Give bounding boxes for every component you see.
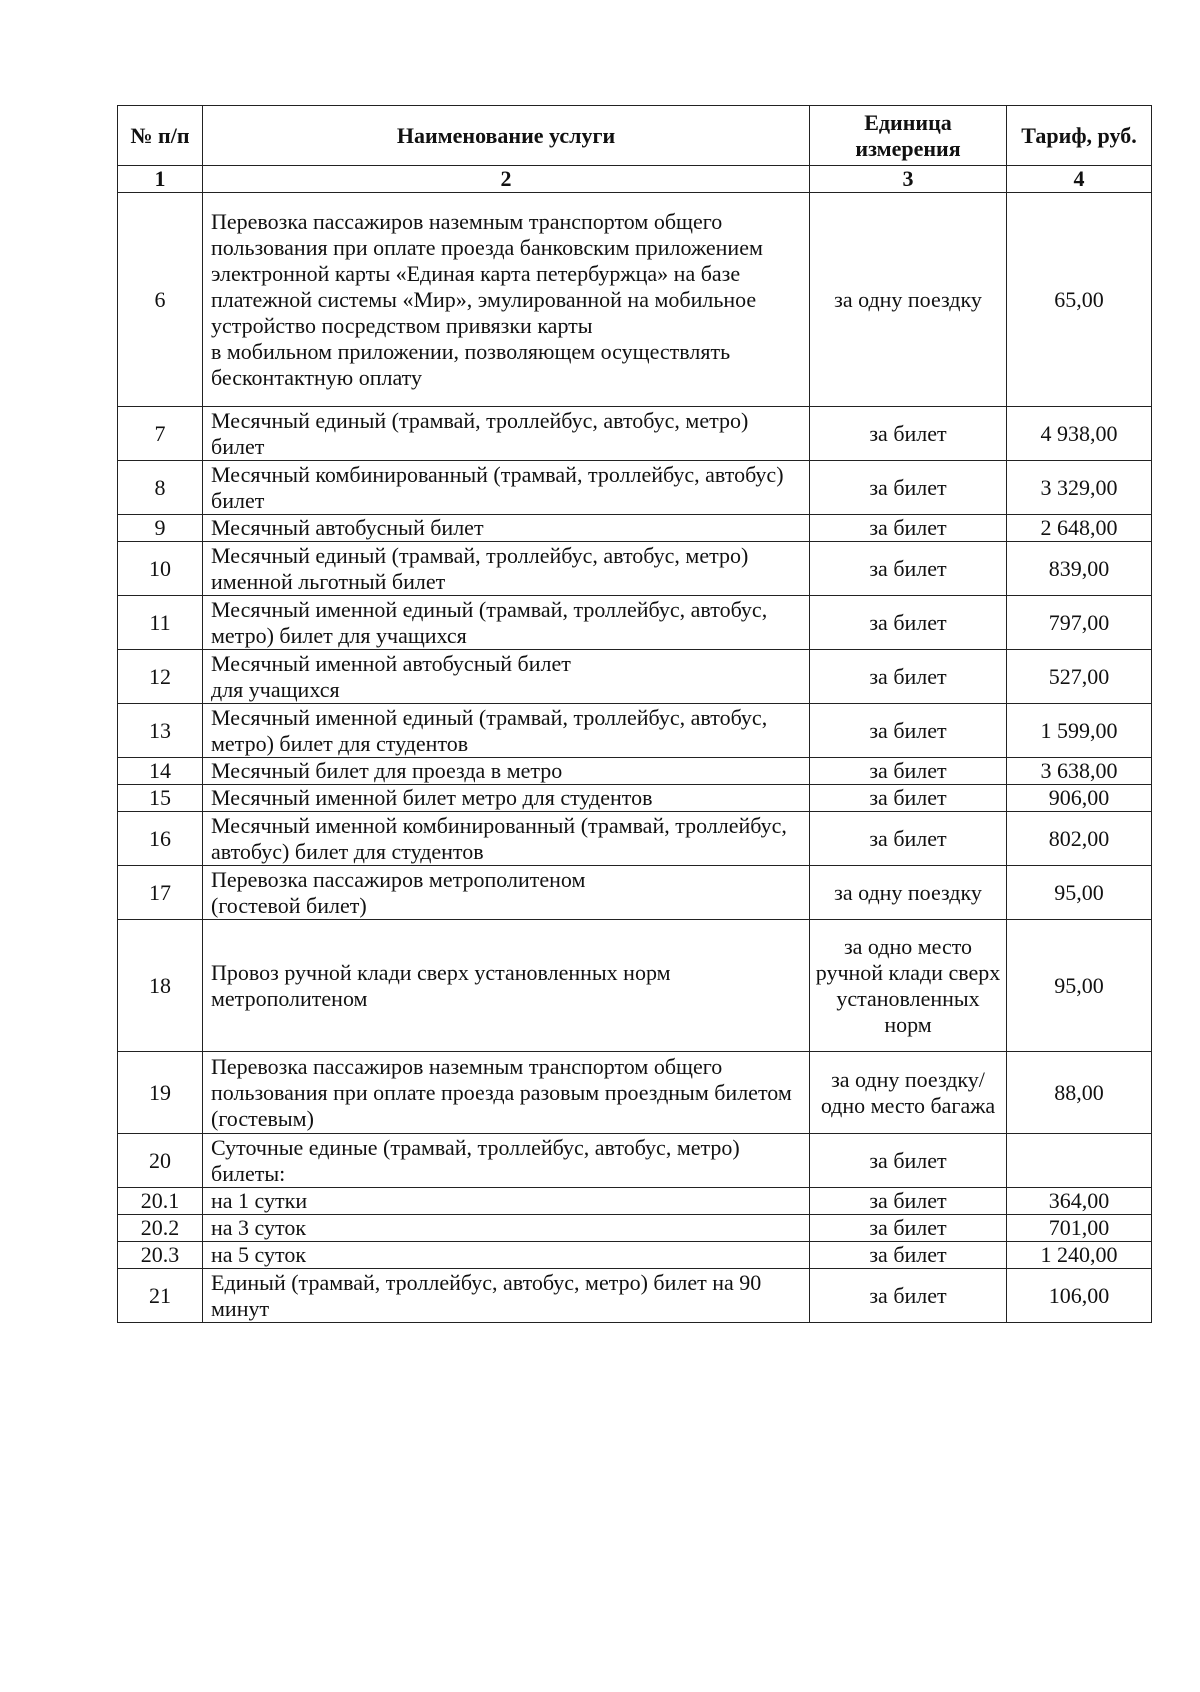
table-row — [118, 1052, 1152, 1134]
table-row — [118, 758, 1152, 785]
row-number: 21 — [118, 1269, 203, 1323]
table-row — [118, 866, 1152, 920]
tariff-value: 4 938,00 — [1007, 407, 1152, 461]
unit-of-measure: за билет — [810, 785, 1007, 812]
tariff-value: 3 638,00 — [1007, 758, 1152, 785]
table-row — [118, 1188, 1152, 1215]
row-number: 13 — [118, 704, 203, 758]
unit-of-measure: за билет — [810, 1134, 1007, 1188]
row-number: 20 — [118, 1134, 203, 1188]
row-number: 20.3 — [118, 1242, 203, 1269]
unit-of-measure: за билет — [810, 461, 1007, 515]
table-row — [118, 1134, 1152, 1188]
unit-of-measure: за билет — [810, 407, 1007, 461]
table-row — [118, 596, 1152, 650]
table-row — [118, 650, 1152, 704]
row-number: 20.1 — [118, 1188, 203, 1215]
service-name: на 3 суток — [203, 1215, 810, 1242]
header-name: Наименование услуги — [203, 106, 810, 166]
table-row — [118, 920, 1152, 1052]
unit-of-measure: за билет — [810, 1242, 1007, 1269]
header-tariff: Тариф, руб. — [1007, 106, 1152, 166]
tariff-value: 1 599,00 — [1007, 704, 1152, 758]
unit-of-measure: за одну поездку — [810, 193, 1007, 407]
column-number: 1 — [118, 166, 203, 193]
tariff-value: 106,00 — [1007, 1269, 1152, 1323]
tariff-value: 527,00 — [1007, 650, 1152, 704]
tariff-value: 95,00 — [1007, 866, 1152, 920]
service-name: Суточные единые (трамвай, троллейбус, автобус, метро) билеты: — [203, 1134, 810, 1188]
service-name: на 5 суток — [203, 1242, 810, 1269]
unit-of-measure: за билет — [810, 596, 1007, 650]
unit-of-measure: за билет — [810, 1269, 1007, 1323]
row-number: 10 — [118, 542, 203, 596]
service-name: Месячный комбинированный (трамвай, троллейбус, автобус) билет — [203, 461, 810, 515]
column-number: 4 — [1007, 166, 1152, 193]
unit-of-measure: за билет — [810, 758, 1007, 785]
unit-of-measure: за одну поездку — [810, 866, 1007, 920]
tariff-value: 701,00 — [1007, 1215, 1152, 1242]
table-row — [118, 407, 1152, 461]
service-name: Перевозка пассажиров наземным транспортом общего пользования при оплате проезда банковским приложением электронной карты «Единая карта петербуржца» на базе платежной системы «Мир», эмулированной на мобильное устройство посредством привязки карты в мобильном приложении, позволяющем осуществлять бесконтактную оплату — [203, 193, 810, 407]
column-number: 3 — [810, 166, 1007, 193]
service-name: Месячный автобусный билет — [203, 515, 810, 542]
table-row — [118, 785, 1152, 812]
tariff-value: 839,00 — [1007, 542, 1152, 596]
service-name: Единый (трамвай, троллейбус, автобус, метро) билет на 90 минут — [203, 1269, 810, 1323]
row-number: 17 — [118, 866, 203, 920]
tariff-value: 65,00 — [1007, 193, 1152, 407]
service-name: Месячный именной автобусный билет для учащихся — [203, 650, 810, 704]
service-name: Месячный именной билет метро для студентов — [203, 785, 810, 812]
service-name: Перевозка пассажиров метрополитеном (гостевой билет) — [203, 866, 810, 920]
service-name: на 1 сутки — [203, 1188, 810, 1215]
table-header-row — [118, 106, 1152, 166]
row-number: 18 — [118, 920, 203, 1052]
service-name: Месячный единый (трамвай, троллейбус, автобус, метро) билет — [203, 407, 810, 461]
table-row — [118, 1242, 1152, 1269]
unit-of-measure: за билет — [810, 704, 1007, 758]
row-number: 11 — [118, 596, 203, 650]
tariff-value: 1 240,00 — [1007, 1242, 1152, 1269]
table-row — [118, 704, 1152, 758]
table-row — [118, 461, 1152, 515]
tariff-value — [1007, 1134, 1152, 1188]
unit-of-measure: за одно место ручной клади сверх установленных норм — [810, 920, 1007, 1052]
row-number: 20.2 — [118, 1215, 203, 1242]
row-number: 8 — [118, 461, 203, 515]
service-name: Месячный именной единый (трамвай, троллейбус, автобус, метро) билет для студентов — [203, 704, 810, 758]
table-row — [118, 812, 1152, 866]
tariff-value: 88,00 — [1007, 1052, 1152, 1134]
unit-of-measure: за билет — [810, 650, 1007, 704]
column-number-row — [118, 166, 1152, 193]
service-name: Перевозка пассажиров наземным транспортом общего пользования при оплате проезда разовым проездным билетом (гостевым) — [203, 1052, 810, 1134]
header-unit: Единица измерения — [810, 106, 1007, 166]
row-number: 19 — [118, 1052, 203, 1134]
row-number: 6 — [118, 193, 203, 407]
unit-of-measure: за одну поездку/одно место багажа — [810, 1052, 1007, 1134]
tariff-value: 3 329,00 — [1007, 461, 1152, 515]
service-name: Провоз ручной клади сверх установленных норм метрополитеном — [203, 920, 810, 1052]
row-number: 16 — [118, 812, 203, 866]
row-number: 9 — [118, 515, 203, 542]
row-number: 15 — [118, 785, 203, 812]
tariff-table — [117, 105, 1152, 1323]
table-row — [118, 1269, 1152, 1323]
header-num: № п/п — [118, 106, 203, 166]
service-name: Месячный именной единый (трамвай, троллейбус, автобус, метро) билет для учащихся — [203, 596, 810, 650]
tariff-value: 364,00 — [1007, 1188, 1152, 1215]
tariff-value: 906,00 — [1007, 785, 1152, 812]
service-name: Месячный именной комбинированный (трамвай, троллейбус, автобус) билет для студентов — [203, 812, 810, 866]
service-name: Месячный билет для проезда в метро — [203, 758, 810, 785]
unit-of-measure: за билет — [810, 812, 1007, 866]
column-number: 2 — [203, 166, 810, 193]
tariff-value: 2 648,00 — [1007, 515, 1152, 542]
tariff-value: 797,00 — [1007, 596, 1152, 650]
service-name: Месячный единый (трамвай, троллейбус, автобус, метро) именной льготный билет — [203, 542, 810, 596]
unit-of-measure: за билет — [810, 542, 1007, 596]
tariff-value: 802,00 — [1007, 812, 1152, 866]
table-row — [118, 1215, 1152, 1242]
table-row — [118, 542, 1152, 596]
table-body — [118, 193, 1152, 1323]
row-number: 7 — [118, 407, 203, 461]
unit-of-measure: за билет — [810, 1215, 1007, 1242]
row-number: 12 — [118, 650, 203, 704]
table-row — [118, 515, 1152, 542]
table-row — [118, 193, 1152, 407]
unit-of-measure: за билет — [810, 1188, 1007, 1215]
row-number: 14 — [118, 758, 203, 785]
unit-of-measure: за билет — [810, 515, 1007, 542]
tariff-value: 95,00 — [1007, 920, 1152, 1052]
